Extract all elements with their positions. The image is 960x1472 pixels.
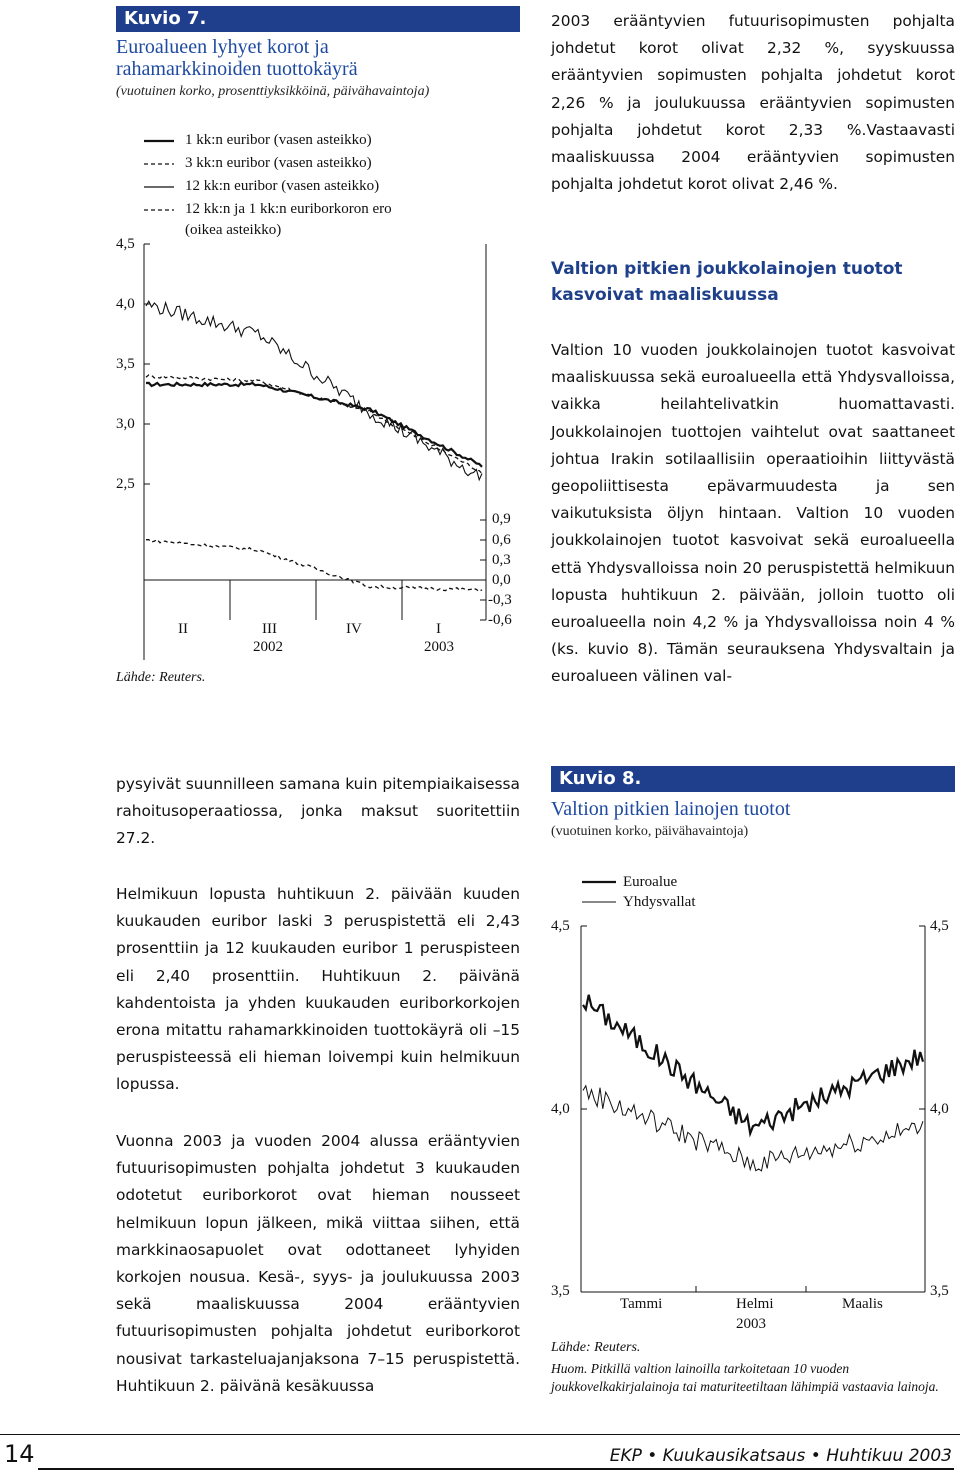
fig7-left-tick: 2,5 xyxy=(116,476,135,492)
fig7-left-tick: 3,5 xyxy=(116,356,135,372)
right-col-para2: Valtion 10 vuoden joukkolainojen tuotot kasvoivat maaliskuussa sekä euroalueella että Yhdysvalloissa, vaikka heilahtelivatkin huomattavasti. Joukkolainojen tuottojen vaihtelut ovat saattaneet johtua Irakin sotilaallisiin operaatioihin liittyvästä geopoliittisesta epävarmuudesta ja sen vaikutuksista öljyn hintaan. Valtion 10 vuoden joukkolainojen tuotot kasvoivat sekä euroalueella että Yhdysvalloissa noin 20 peruspistettä helmikuun lopusta huhtikuun 2. päivään, jolloin tuotto oli euroalueella noin 4,2 % ja Yhdysvalloissa noin 4 % (ks. kuvio 8). Tämän seurauksena Yhdysvaltain ja euroalueen välinen val- xyxy=(551,341,955,686)
footer-underline xyxy=(38,1468,954,1470)
fig7-left-tick: 4,5 xyxy=(116,236,135,252)
fig7-quarter-label: III xyxy=(262,621,277,637)
figure8-title: Valtion pitkien lainojen tuotot xyxy=(551,798,791,820)
figure8-label: Kuvio 8. xyxy=(559,768,642,789)
fig7-quarter-label: II xyxy=(178,621,188,637)
fig7-left-tick: 4,0 xyxy=(116,296,135,312)
fig8-left-tick: 4,0 xyxy=(551,1101,570,1117)
figure7-title-line1: Euroalueen lyhyet korot ja xyxy=(116,36,329,58)
right-col-para1: 2003 erääntyvien futuurisopimusten pohjalta johdetut korot olivat 2,32 %, syyskuussa erääntyvien sopimusten pohjalta johdetut korot 2,26 % ja joulukuussa erääntyvien sopimusten pohjalta johdetut korot 2,33 %.Vastaavasti maaliskuussa 2004 erääntyvien sopimusten pohjalta johdetut korot olivat 2,46 %. xyxy=(551,12,955,194)
fig7-year-label: 2003 xyxy=(424,639,454,655)
fig7-right-tick: -0,6 xyxy=(488,612,512,628)
fig8-right-tick: 4,5 xyxy=(930,918,949,934)
fig8-month-label: Helmi xyxy=(736,1296,774,1312)
fig8-right-tick: 4,0 xyxy=(930,1101,949,1117)
fig7-right-tick: 0,0 xyxy=(492,572,511,588)
fig8-year-label: 2003 xyxy=(736,1316,766,1332)
figure7-subtitle: (vuotuinen korko, prosenttiyksikköinä, päivähavaintoja) xyxy=(116,84,430,99)
figure7-label: Kuvio 7. xyxy=(124,8,207,29)
figure7-title-line2: rahamarkkinoiden tuottokäyrä xyxy=(116,58,358,80)
legend-spread: 12 kk:n ja 1 kk:n euriborkoron ero xyxy=(185,201,392,217)
legend-12kk: 12 kk:n euribor (vasen asteikko) xyxy=(185,178,380,194)
left-col-para3: Vuonna 2003 ja vuoden 2004 alussa erääntyvien futuurisopimusten pohjalta johdetut 3 kuukauden odotetut euriborkorot ovat hieman nousseet helmikuun lopun jälkeen, mikä viittaa siihen, että markkinaosapuolet ovat odottaneet lyhyiden korkojen nousua. Kesä-, syys- ja joulukuussa 2003 sekä maaliskuussa 2004 erääntyvien futuurisopimusten pohjalta johdetut euriborkorot nousivat tarkasteluajanjaksona 7–15 peruspistettä. Huhtikuun 2. päivänä kesäkuussa xyxy=(116,1132,520,1395)
figure8-subtitle: (vuotuinen korko, päivähavaintoja) xyxy=(551,824,749,839)
legend-yhdysvallat: Yhdysvallat xyxy=(623,894,696,910)
legend-1kk: 1 kk:n euribor (vasen asteikko) xyxy=(185,132,372,148)
fig8-month-label: Tammi xyxy=(620,1296,663,1312)
fig7-left-tick: 3,0 xyxy=(116,416,135,432)
figure8-source: Lähde: Reuters. xyxy=(551,1340,641,1355)
fig7-right-tick: 0,9 xyxy=(492,511,511,527)
fig8-left-tick: 3,5 xyxy=(551,1283,570,1299)
fig8-month-label: Maalis xyxy=(842,1296,883,1312)
fig7-right-tick: 0,3 xyxy=(492,552,511,568)
legend-euroalue: Euroalue xyxy=(623,874,678,890)
figure8-note: Huom. Pitkillä valtion lainoilla tarkoitetaan 10 vuoden joukkovelkakirjalainoja tai maturiteetiltaan lähimpiä vastaavia lainoja. xyxy=(551,1361,939,1394)
left-col-para2: Helmikuun lopusta huhtikuun 2. päivään kuuden kuukauden euribor laski 3 peruspistettä eli 2,43 prosenttiin ja 12 kuukauden euribor 1 peruspisteen eli 2,40 prosenttiin. Huhtikuun 2. päivänä kahdentoista ja yhden kuukauden euriborkorkojen erona mitattu rahamarkkinoiden tuottokäyrä oli –15 peruspisteessä eli hieman loivempi kuin helmikuun lopussa. xyxy=(116,885,520,1094)
fig7-quarter-label: IV xyxy=(346,621,362,637)
fig7-quarter-label: I xyxy=(436,621,441,637)
fig7-right-tick: -0,3 xyxy=(488,592,512,608)
legend-3kk: 3 kk:n euribor (vasen asteikko) xyxy=(185,155,372,171)
fig7-right-tick: 0,6 xyxy=(492,532,511,548)
fig8-right-tick: 3,5 xyxy=(930,1283,949,1299)
fig7-year-label: 2002 xyxy=(253,639,283,655)
legend-right-axis-note: (oikea asteikko) xyxy=(185,222,282,238)
footer-rule xyxy=(0,1434,960,1435)
left-col-para1: pysyivät suunnilleen samana kuin pitempiaikaisessa rahoitusoperaatiossa, jonka maksut suoritettiin 27.2. xyxy=(116,775,520,848)
page-number: 14 xyxy=(4,1440,35,1468)
publication-footer: EKP • Kuukausikatsaus • Huhtikuu 2003 xyxy=(609,1446,952,1466)
fig8-series-line-1 xyxy=(583,995,923,1134)
section-heading-line1: Valtion pitkien joukkolainojen tuotot xyxy=(551,259,903,279)
fig8-left-tick: 4,5 xyxy=(551,918,570,934)
figure7-source: Lähde: Reuters. xyxy=(116,670,206,685)
section-heading-line2: kasvoivat maaliskuussa xyxy=(551,285,779,305)
